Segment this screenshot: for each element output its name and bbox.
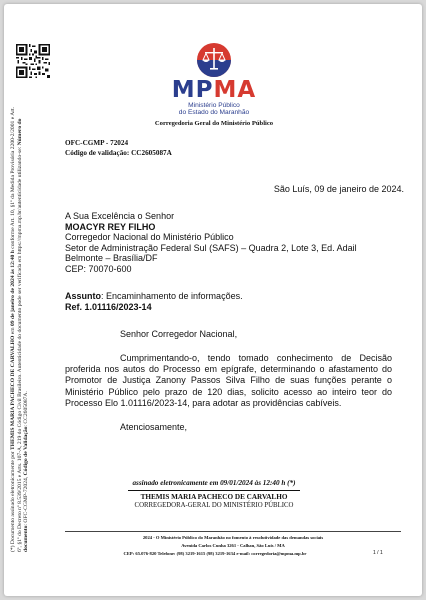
signer-name: THEMIS MARIA PACHECO DE CARVALHO — [140, 493, 288, 501]
signature-timestamp: assinado eletronicamente em 09/01/2024 às 12:40 h (*) — [132, 479, 296, 487]
logo-subtitle-line2: do Estado do Maranhão — [178, 109, 250, 117]
recipient-block — [65, 211, 405, 275]
logo-wordmark-mp: MP — [171, 77, 214, 103]
side-text-part3: conforme Art. 10, §1º da Medida Provisória 2200-2/2001 e Art. 6º, §1º do Decreto nº 8.539/2015 e Arts. 107-A, 219 do Código Civil Brasileiro. Autenticidade do documento pode ser verificada em https://mpma.mp.br/autenticidade utilizando-se: — [10, 106, 23, 552]
side-text-doc-label: Número do documento — [16, 118, 29, 552]
logo-wordmark-ma: MA — [213, 77, 257, 103]
recipient-address-line1: Setor de Administração Federal Sul (SAFS) – Quadra 2, Lote 3, Ed. Adail — [65, 242, 357, 253]
logo-wordmark — [154, 78, 274, 102]
document-date: São Luís, 09 de janeiro de 2024. — [273, 184, 404, 194]
side-text-part1: (*) Documento assinado eletronicamente por — [10, 449, 16, 552]
office-number: OFC-CGMP - 72024 — [65, 139, 129, 147]
subject-block — [65, 291, 243, 312]
subject-reference: Ref. 1.01116/2023-14 — [65, 301, 152, 312]
qr-code-icon — [16, 44, 50, 78]
signer-role: CORREGEDORA-GERAL DO MINISTÉRIO PÚBLICO — [134, 502, 294, 509]
logo-subtitle — [154, 102, 274, 117]
side-text-code-value: : CC2605087A. — [23, 391, 29, 427]
side-text-code-label: Código de Validação — [23, 426, 29, 476]
footer-motto: 2024 - O Ministério Público do Maranhão no fomento à resolutividade das demandas sociais — [142, 535, 324, 540]
page-number: 1 / 1 — [373, 550, 383, 556]
footer-rule — [65, 531, 401, 532]
signature-rule — [128, 490, 300, 491]
recipient-address-line2: Belmonte – Brasília/DF — [65, 253, 158, 264]
recipient-cep: CEP: 70070-600 — [65, 263, 132, 274]
recipient-title: Corregedor Nacional do Ministério Público — [65, 232, 234, 243]
side-text-part2: em — [10, 326, 16, 336]
recipient-name: MOACYR REY FILHO — [65, 221, 156, 232]
side-text-signer: THEMIS MARIA PACHECO DE CARVALHO — [10, 335, 16, 450]
subject-label: Assunto — [65, 291, 101, 301]
subject-text: : Encaminhamento de informações. — [101, 291, 243, 301]
recipient-greeting: A Sua Excelência o Senhor — [65, 211, 175, 221]
side-text-doc-value: : OFC-CGMP-72024, — [23, 475, 29, 526]
closing: Atenciosamente, — [120, 422, 188, 432]
validation-code: Código de validação: CC2605087A — [65, 149, 172, 157]
footer-address: Avenida Carlos Cunha 3261 - Calhau, São Luís / MA — [181, 543, 285, 548]
side-authentication-note — [10, 100, 48, 552]
document-codes — [65, 138, 172, 158]
mpma-emblem-icon — [196, 42, 232, 78]
body-paragraph: Cumprimentando-o, tendo tomado conhecimento de Decisão proferida nos autos do Processo em epígrafe, determinando o afastamento do Promotor de Justiça Zanony Passos Silva Filho de suas funções perante o Ministério Público pelo prazo de 120 dias, solicito acesso ao inteiro teor do Processo Elo 1.01116/2023-14, para adotar as providências cabíveis. — [65, 353, 392, 408]
header-caption: Corregedoria Geral do Ministério Público — [154, 120, 274, 127]
salutation: Senhor Corregedor Nacional, — [120, 329, 238, 339]
logo-subtitle-line1: Ministério Público — [188, 102, 240, 109]
side-text-date: 09 de janeiro de 2024 às 12:40 h — [10, 250, 16, 327]
document-page — [4, 4, 422, 596]
footer-contact: CEP: 65.076-820 Telefone: (98) 3219-1615 (98) 3219-1634 e-mail: corregedoria@mpma.mp.br — [123, 551, 307, 556]
